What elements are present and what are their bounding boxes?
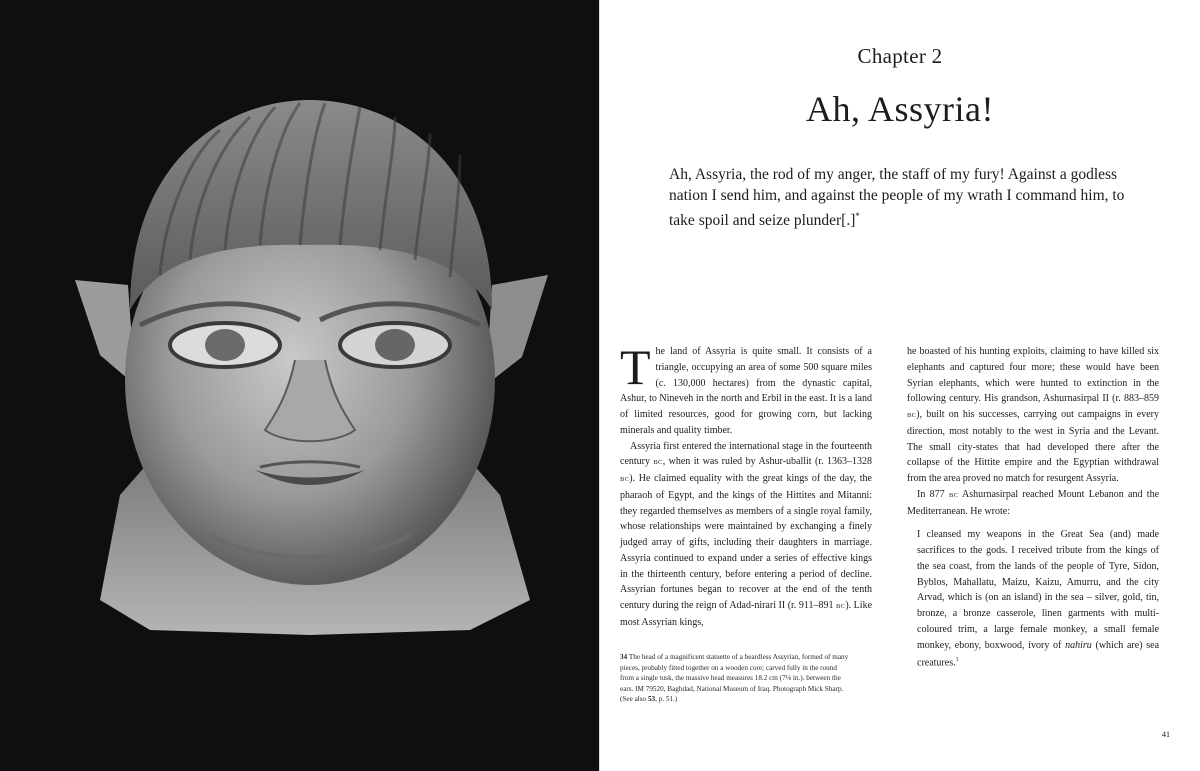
- paragraph-text: ). Like most Assyrian kings,: [620, 600, 873, 628]
- quote-italic: nahiru: [1065, 639, 1092, 651]
- era-abbrev: BC: [836, 603, 846, 610]
- paragraph: [907, 344, 1159, 487]
- page-number: 41: [1162, 730, 1170, 739]
- caption-number: 34: [620, 653, 628, 661]
- body-column-left: [620, 339, 873, 631]
- era-abbrev: BC: [907, 412, 917, 419]
- paragraph: [620, 439, 872, 631]
- quote-text: (which are) sea creatures.: [917, 639, 1160, 669]
- right-page: [600, 0, 1200, 771]
- paragraph-text: he boasted of his hunting exploits, claiming to have killed six elephants and captured four more; these would have been Syrian elephants, which were hunted to extinction in the following century. His grandson, Ashurnasirpal II (r. 883–859: [907, 346, 1159, 405]
- paragraph-text: , when it was ruled by Ashur-uballit (r. 1363–1328: [662, 456, 873, 468]
- epigraph: [669, 165, 1149, 232]
- caption-text: , p. 51.): [655, 695, 678, 704]
- caption-ref: 53: [647, 695, 656, 704]
- paragraph-text: In 877: [917, 488, 945, 500]
- quote-text: I cleansed my weapons in the Great Sea (and) made sacrifices to the gods. I received tribute from the kings of the sea coast, from the lands of the people of Tyre, Sidon, Byblos, Mahallatu, Maizu, Kaizu, Amurru, and the city Arvad, which is (on an island) in the sea – silver, gold, tin, bronze, a bronze casserole, linen garments with multi-coloured trim, a large female monkey, a small female monkey, ebony, boxwood, ivory of: [917, 529, 1159, 651]
- caption-text: The head of a magnificent statuette of a beardless Assyrian, formed of many pieces, probably fitted together on a wooden core; carved fully in the round from a single tusk, the massive head measures 18.2 cm (7⅛ in.). between the ears. IM 79520, Baghdad, National Museum of Iraq. Photograph Mick Sharp. (See also: [620, 653, 849, 704]
- right-ear: [486, 275, 548, 385]
- era-abbrev: BC: [948, 491, 959, 499]
- paragraph-text: Assyria first entered the international stage in the fourteenth century: [620, 440, 872, 468]
- quote-note-mark: 1: [955, 657, 959, 664]
- paragraph: [620, 339, 872, 439]
- era-abbrev: BC: [653, 459, 663, 467]
- paragraph-text: Ashurnasirpal reached Mount Lebanon and the Mediterranean. He wrote:: [907, 488, 1160, 517]
- epigraph-text: Ah, Assyria, the rod of my anger, the staff of my fury! Against a godless nation I send him, and against the people of my wrath I command him, to take spoil and seize plunder[.]: [669, 166, 1125, 230]
- chapter-title: Ah, Assyria!: [806, 89, 994, 129]
- paragraph-text: ). He claimed equality with the great kings of the day, the pharaoh of Egypt, and the kings of the Hittites and Mitanni: they regarded themselves as members of a single royal family, whose relationships were maintained by exchanging a finely judged array of gifts, including their daughters in marriage. Assyria continued to expand under a series of effective kings in the thirteenth century, before entering a period of decline. Assyrian fortunes began to recover at the end of the tenth century during the reign of Adad-nirari II (r. 911–891: [620, 473, 872, 611]
- block-quote: [907, 527, 1159, 671]
- figure-caption: [620, 652, 850, 705]
- era-abbrev: BC: [620, 476, 630, 483]
- epigraph-footnote-mark: *: [855, 211, 860, 221]
- assyrian-head-photo: [60, 95, 560, 640]
- drop-cap: T: [620, 339, 651, 395]
- paragraph-text: ), built on his successes, carrying out campaigns in every direction, most notably to the west in Syria and the Levant. The small city-states that had developed there after the collapse of the Hittite empire and the Egyptian withdrawal from the area proved no match for resurgent Assyria.: [907, 409, 1159, 484]
- paragraph: [907, 487, 1159, 520]
- body-column-right: [907, 344, 1159, 671]
- chapter-label: Chapter 2: [857, 44, 943, 68]
- paragraph-text: he land of Assyria is quite small. It consists of a triangle, occupying an area of some 500 square miles (c. 130,000 hectares) from the dynastic capital, Ashur, to Nineveh in the north and Erbil in the east. It is a land of limited resources, good for growing corn, but lacking minerals and quality timber.: [620, 346, 872, 436]
